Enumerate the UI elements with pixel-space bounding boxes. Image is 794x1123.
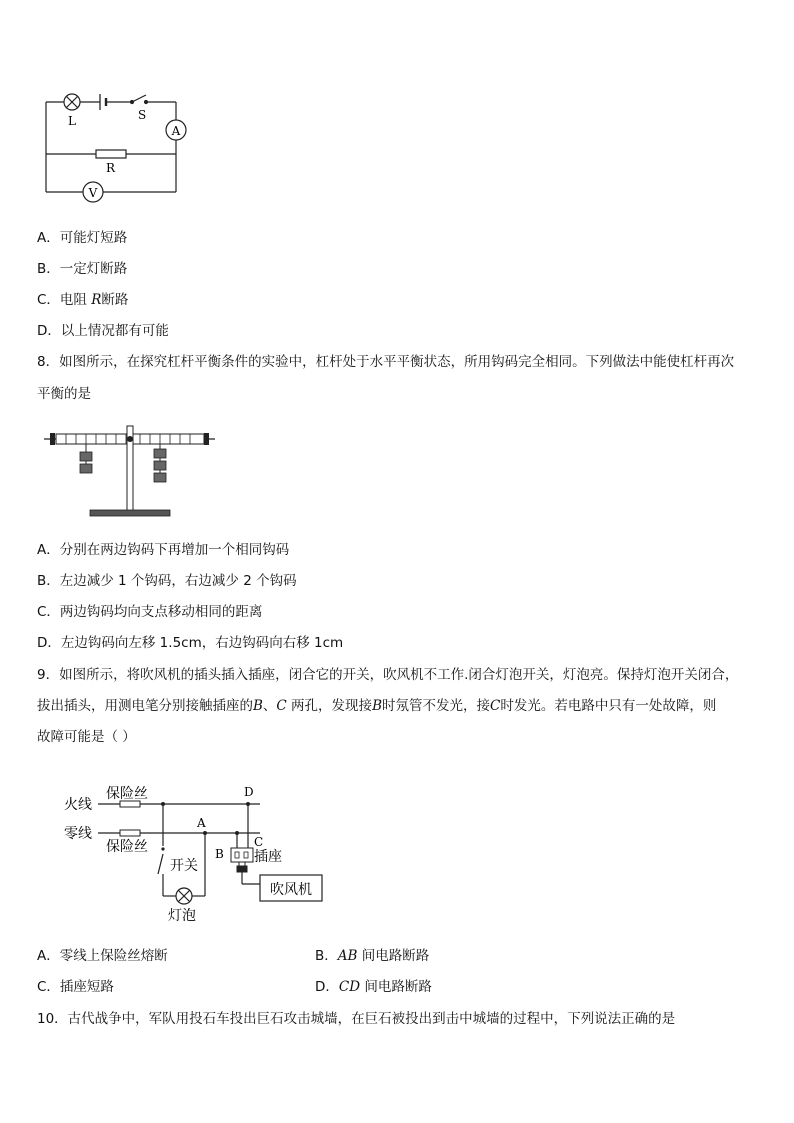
q9-option-d-var: CD [338, 979, 361, 995]
right-weights-icon [154, 444, 166, 482]
q9-stem-text: 拔出插头，用测电笔分别接触插座的 [37, 698, 253, 714]
q9-option-b-text: B． [315, 948, 338, 964]
switch-label: S [138, 108, 147, 122]
ammeter-icon [166, 120, 186, 140]
bulb-label: 灯泡 [168, 908, 196, 924]
battery-icon [100, 94, 106, 110]
q9-option-d-text2: 间电路断路 [360, 979, 432, 995]
fuse-neutral-label: 保险丝 [106, 839, 148, 855]
lamp-label: L [68, 114, 76, 128]
socket-label: 插座 [254, 849, 282, 865]
q7-option-c-text: C．电阻 [37, 292, 92, 308]
voltmeter-icon [83, 182, 103, 202]
q9-stem-var: C [276, 698, 287, 714]
q8-option-b[interactable]: B．左边减少 1 个钩码，右边减少 2 个钩码 [37, 573, 297, 589]
q9-circuit-diagram [64, 782, 334, 924]
q8-stem-line1: 8．如图所示，在探究杠杆平衡条件的实验中，杠杆处于水平平衡状态，所用钩码完全相同。下列做法中能使杠杆再次 [37, 354, 735, 370]
neutral-wire-label: 零线 [64, 826, 92, 842]
stand-base [90, 510, 170, 516]
fuse-live-label: 保险丝 [106, 786, 148, 802]
q7-option-a[interactable]: A．可能灯短路 [37, 230, 128, 246]
switch-icon [131, 95, 148, 104]
q9-option-b-text2: 间电路断路 [357, 948, 430, 964]
q7-circuit-diagram [40, 88, 200, 210]
q9-stem-text: 时发光。若电路中只有一处故障，则 [500, 698, 717, 714]
svg-text:A: A [171, 124, 181, 138]
hair-dryer-label: 吹风机 [270, 882, 312, 898]
q8-option-a[interactable]: A．分别在两边钩码下再增加一个相同钩码 [37, 542, 290, 558]
point-c-label: C [254, 835, 264, 849]
q9-option-c[interactable]: C．插座短路 [37, 979, 114, 995]
q7-option-b[interactable]: B．一定灯断路 [37, 261, 128, 277]
q9-option-a[interactable]: A．零线上保险丝熔断 [37, 948, 168, 964]
svg-text:V: V [88, 186, 98, 200]
q9-stem-var: B [372, 698, 382, 714]
q7-option-c-text2: 断路 [101, 292, 129, 308]
pivot-icon [127, 436, 133, 442]
plug-icon [237, 862, 247, 872]
fuse-neutral-icon [120, 830, 140, 836]
q8-option-c[interactable]: C．两边钩码均向支点移动相同的距离 [37, 604, 263, 620]
q10-stem: 10．古代战争中，军队用投石车投出巨石攻击城墙，在巨石被投出到击中城墙的过程中，下列说法正确的是 [37, 1011, 676, 1027]
point-b-label: B [215, 847, 224, 861]
q7-option-c-var: R [91, 292, 102, 308]
q9-option-d-text: D． [315, 979, 339, 995]
q9-option-b[interactable] [315, 946, 429, 966]
q9-stem-var: B [253, 698, 263, 714]
q9-stem-text: 两孔，发现接 [286, 698, 373, 714]
q9-option-b-var: AB [337, 948, 358, 964]
bulb-icon [176, 888, 192, 904]
q8-stem-line2: 平衡的是 [37, 386, 91, 402]
live-wire-label: 火线 [64, 797, 92, 813]
q9-stem-line1: 9．如图所示，将吹风机的插头插入插座，闭合它的开关，吹风机不工作.闭合灯泡开关，灯泡亮。保持灯泡开关闭合， [37, 667, 739, 683]
q9-stem-var: C [489, 698, 501, 714]
q9-stem-line3: 故障可能是（ ） [37, 729, 136, 745]
left-weights-icon [80, 444, 92, 473]
q9-option-d[interactable] [315, 977, 432, 997]
lamp-icon [64, 94, 80, 110]
q8-lever-diagram [40, 422, 225, 522]
switch-label: 开关 [170, 858, 198, 874]
q8-option-d[interactable]: D．左边钩码向左移 1.5cm，右边钩码向右移 1cm [37, 635, 344, 651]
socket-icon [231, 848, 253, 862]
resistor-icon [96, 150, 126, 158]
q9-stem-text: 时氖管不发光，接 [381, 698, 490, 714]
q9-stem-line2 [37, 696, 716, 716]
q9-stem-text: 、 [262, 698, 277, 714]
point-d-label: D [244, 785, 254, 799]
q7-option-c[interactable] [37, 290, 128, 310]
resistor-label: R [106, 161, 116, 175]
point-a-label: A [197, 816, 206, 830]
q7-option-d[interactable]: D．以上情况都有可能 [37, 323, 169, 339]
